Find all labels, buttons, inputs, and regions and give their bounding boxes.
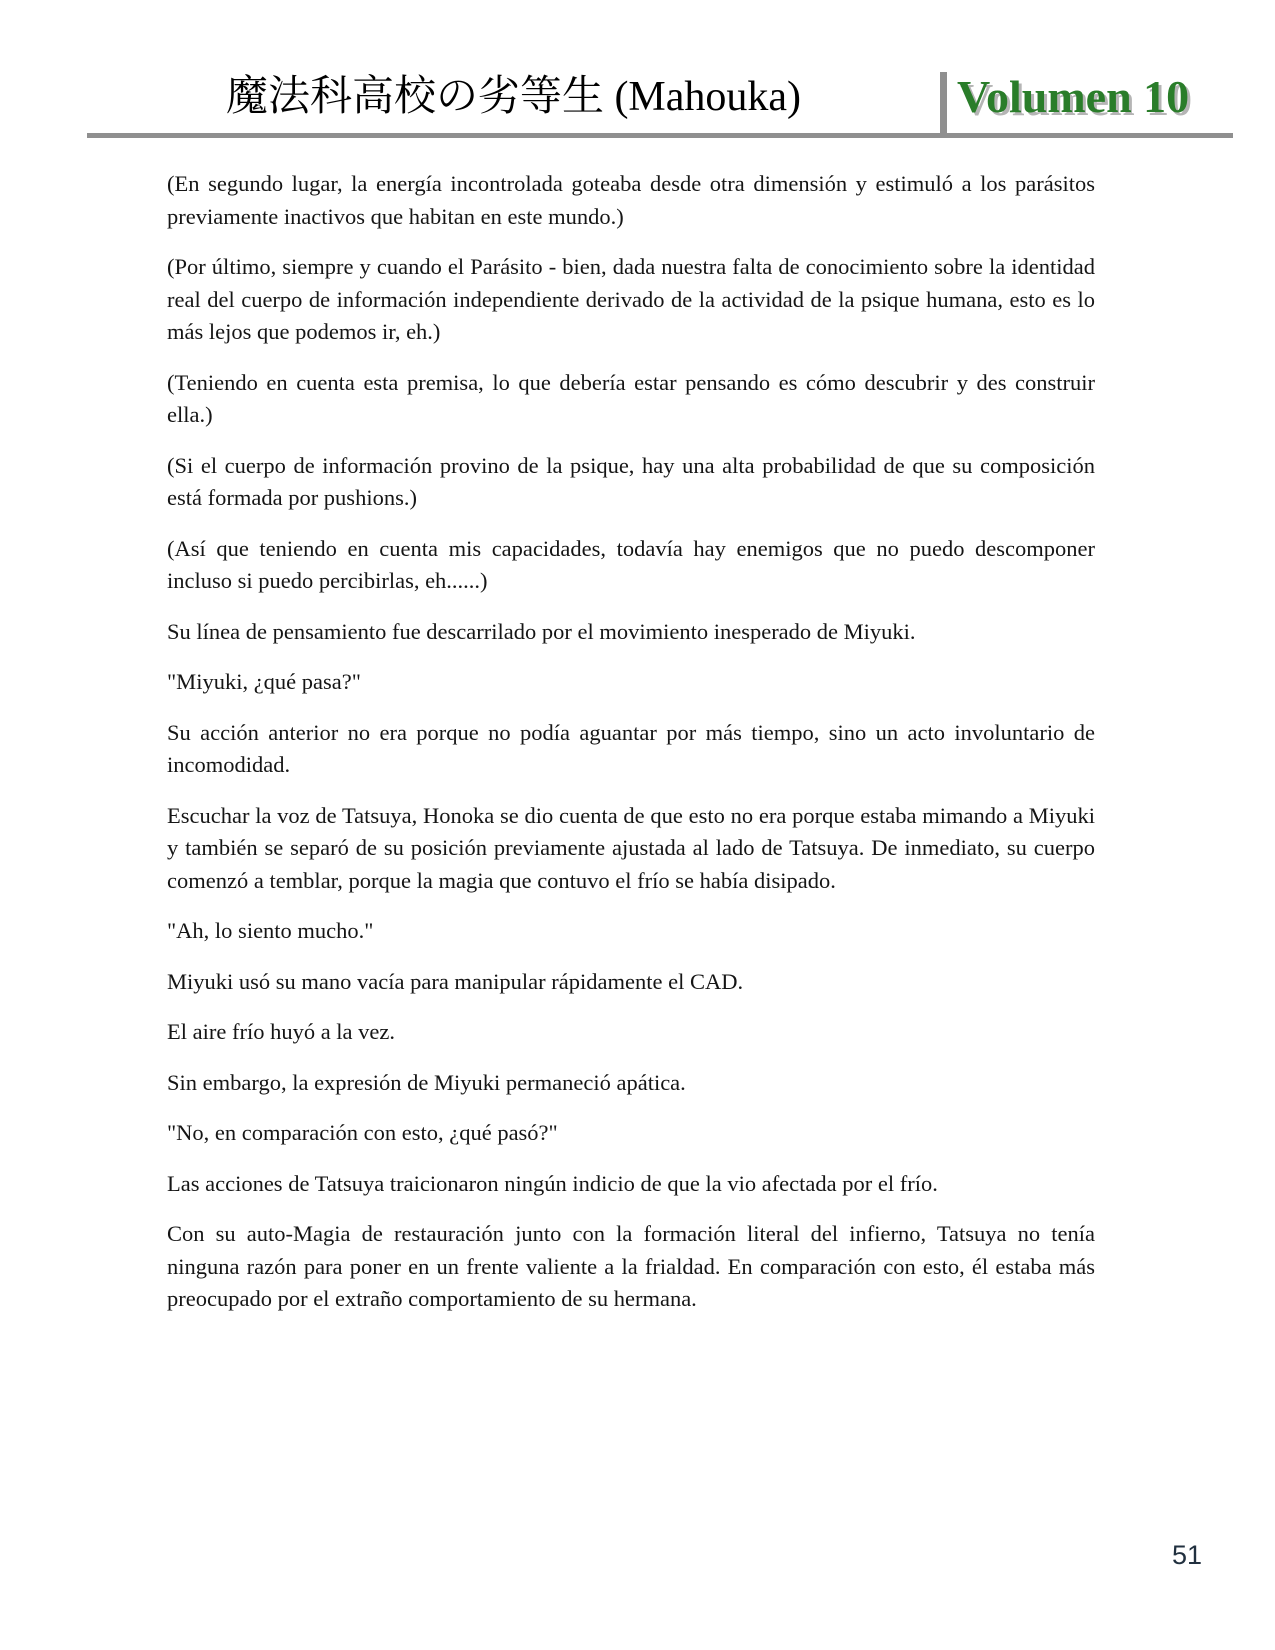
paragraph: Su línea de pensamiento fue descarrilado por el movimiento inesperado de Miyuki. <box>167 618 916 644</box>
paragraph: Las acciones de Tatsuya traicionaron ningún indicio de que la vio afectada por el frío. <box>167 1170 938 1196</box>
page-header <box>87 72 1233 138</box>
header-volume-cell <box>940 72 1233 133</box>
paragraph: "Ah, lo siento mucho." <box>167 918 374 943</box>
paragraph: Escuchar la voz de Tatsuya, Honoka se dio cuenta de que esto no era porque estaba mimando a Miyuki y también se separó de su posición previamente ajustada al lado de Tatsuya. De inmediato, su cuerpo comenzó a temblar, porque la magia que contuvo el frío se había disipado. <box>167 802 1095 893</box>
paragraph: Miyuki usó su mano vacía para manipular rápidamente el CAD. <box>167 968 744 994</box>
paragraph: Con su auto-Magia de restauración junto con la formación literal del infierno, Tatsuya no tenía ninguna razón para poner en un frente valiente a la frialdad. En comparación con esto, él estaba más preocupado por el extraño comportamiento de su hermana. <box>167 1221 1095 1311</box>
paragraph: (Teniendo en cuenta esta premisa, lo que debería estar pensando es cómo descubrir y des construir ella.) <box>167 369 1095 427</box>
volume-label: Volumen 10 <box>957 71 1190 122</box>
paragraph: (Por último, siempre y cuando el Parásito - bien, dada nuestra falta de conocimiento sobre la identidad real del cuerpo de información independiente derivado de la actividad de la psique humana, esto es lo más lejos que podemos ir, eh.) <box>167 254 1095 344</box>
body-text <box>167 168 1095 1334</box>
paragraph: El aire frío huyó a la vez. <box>167 1019 396 1044</box>
series-title: 魔法科高校の劣等生 (Mahouka) <box>225 74 802 120</box>
paragraph: Su acción anterior no era porque no podía aguantar por más tiempo, sino un acto involuntario de incomodidad. <box>167 719 1095 777</box>
paragraph: (Si el cuerpo de información provino de la psique, hay una alta probabilidad de que su composición está formada por pushions.) <box>167 452 1095 510</box>
paragraph: Sin embargo, la expresión de Miyuki permaneció apática. <box>167 1069 686 1095</box>
paragraph: (Así que teniendo en cuenta mis capacidades, todavía hay enemigos que no puedo descomponer incluso si puedo percibirlas, eh......) <box>167 535 1095 593</box>
header-title-cell <box>87 72 940 133</box>
paragraph: "Miyuki, ¿qué pasa?" <box>167 669 361 694</box>
page-number: 51 <box>1172 1540 1203 1570</box>
paragraph: "No, en comparación con esto, ¿qué pasó?" <box>167 1120 558 1145</box>
paragraph: (En segundo lugar, la energía incontrolada goteaba desde otra dimensión y estimuló a los parásitos previamente inactivos que habitan en este mundo.) <box>167 171 1095 229</box>
